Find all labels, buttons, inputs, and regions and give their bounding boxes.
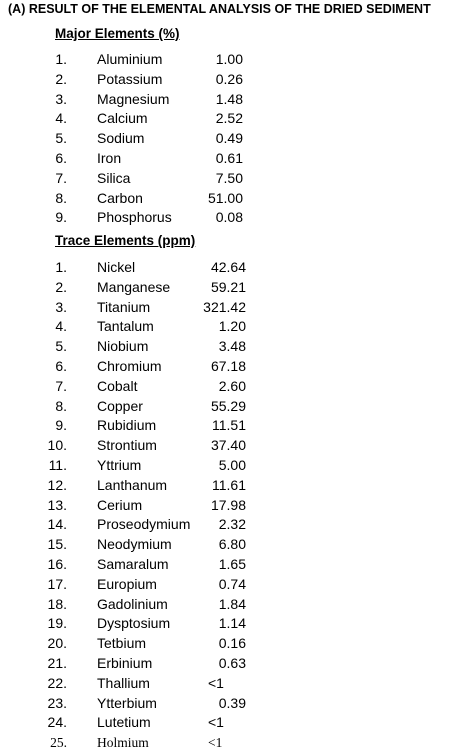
- major-elements-list: [0, 50, 462, 228]
- item-number: 3.: [55, 90, 67, 107]
- element-name: Niobium: [97, 338, 149, 355]
- major-elements-heading: Major Elements (%): [55, 26, 180, 41]
- item-number: 21.: [47, 654, 67, 671]
- list-item: [0, 90, 462, 110]
- item-number: 24.: [47, 714, 67, 731]
- list-item: [0, 575, 462, 595]
- item-number: 10.: [47, 437, 67, 454]
- element-name: Tantalum: [97, 318, 154, 335]
- list-item: [0, 109, 462, 129]
- element-value: 2.52: [215, 110, 243, 127]
- element-value: 1.48: [215, 90, 243, 107]
- list-item: [0, 357, 462, 377]
- element-name: Thallium: [97, 674, 150, 691]
- item-number: 8.: [55, 397, 67, 414]
- element-name: Cerium: [97, 496, 143, 513]
- element-name: Dysptosium: [97, 615, 171, 632]
- list-item: [0, 555, 462, 575]
- item-number: 5.: [55, 130, 67, 147]
- element-name: Tetbium: [97, 635, 147, 652]
- element-value: 37.40: [210, 437, 246, 454]
- element-value: 1.65: [218, 555, 246, 572]
- element-value: 51.00: [207, 189, 243, 206]
- element-value: 1.14: [218, 615, 246, 632]
- item-number: 9.: [55, 209, 67, 226]
- element-value: 0.16: [218, 635, 246, 652]
- item-number: 25.: [50, 735, 67, 751]
- element-name: Cobalt: [97, 377, 138, 394]
- element-name: Copper: [97, 397, 143, 414]
- list-item: [0, 317, 462, 337]
- element-name: Nickel: [97, 259, 136, 275]
- element-name: Manganese: [97, 278, 171, 295]
- element-name: Silica: [97, 169, 131, 186]
- item-number: 11.: [48, 456, 67, 473]
- item-number: 13.: [47, 496, 67, 513]
- element-name: Potassium: [97, 70, 163, 87]
- element-name: Titanium: [97, 298, 151, 315]
- item-number: 4.: [55, 318, 67, 335]
- item-number: 1.: [55, 259, 67, 275]
- element-name: Aluminium: [97, 51, 163, 67]
- element-name: Strontium: [97, 437, 157, 454]
- item-number: 17.: [47, 575, 67, 592]
- element-value: 0.39: [218, 694, 246, 711]
- item-number: 2.: [55, 278, 67, 295]
- element-value: 0.74: [218, 575, 246, 592]
- list-item: [0, 595, 462, 615]
- element-value: 1.00: [215, 51, 243, 67]
- element-name: Lutetium: [97, 714, 151, 731]
- element-value: 11.51: [212, 417, 246, 434]
- element-value: 6.80: [218, 536, 246, 553]
- list-item: [0, 476, 462, 496]
- element-value: 2.32: [218, 516, 246, 533]
- element-value: 17.98: [210, 496, 246, 513]
- list-item: [0, 634, 462, 654]
- element-name: Calcium: [97, 110, 148, 127]
- element-name: Gadolinium: [97, 595, 168, 612]
- element-value: 0.08: [215, 209, 243, 226]
- element-name: Holmium: [97, 735, 149, 751]
- element-name: Sodium: [97, 130, 145, 147]
- element-name: Ytterbium: [97, 694, 157, 711]
- item-number: 16.: [47, 555, 67, 572]
- list-item: [0, 129, 462, 149]
- element-value: <1: [208, 674, 224, 691]
- list-item: [0, 169, 462, 189]
- list-item: [0, 258, 462, 278]
- list-item: [0, 149, 462, 169]
- item-number: 3.: [55, 298, 67, 315]
- element-name: Proseodymium: [97, 516, 191, 533]
- element-value: 321.42: [203, 298, 246, 315]
- item-number: 6.: [55, 149, 67, 166]
- list-item: [0, 456, 462, 476]
- element-name: Neodymium: [97, 536, 172, 553]
- list-item: [0, 654, 462, 674]
- item-number: 4.: [55, 110, 67, 127]
- element-value: 0.49: [215, 130, 243, 147]
- element-name: Erbinium: [97, 654, 153, 671]
- element-value: 2.60: [218, 377, 246, 394]
- item-number: 8.: [55, 189, 67, 206]
- element-value: 0.26: [215, 70, 243, 87]
- element-value: 5.00: [218, 456, 246, 473]
- element-name: Rubidium: [97, 417, 157, 434]
- item-number: 15.: [47, 536, 67, 553]
- item-number: 2.: [55, 70, 67, 87]
- item-number: 5.: [55, 338, 67, 355]
- trace-elements-list: [0, 258, 462, 753]
- element-value: <1: [208, 714, 224, 731]
- item-number: 6.: [55, 357, 67, 374]
- list-item: [0, 397, 462, 417]
- list-item: [0, 535, 462, 555]
- list-item: [0, 377, 462, 397]
- element-name: Chromium: [97, 357, 162, 374]
- list-item: [0, 189, 462, 209]
- element-value: 55.29: [210, 397, 246, 414]
- list-item: [0, 496, 462, 516]
- trace-elements-heading: Trace Elements (ppm): [55, 233, 196, 248]
- list-item: [0, 416, 462, 436]
- list-item: [0, 50, 462, 70]
- list-item: [0, 515, 462, 535]
- element-name: Yttrium: [97, 456, 142, 473]
- element-name: Europium: [97, 575, 157, 592]
- element-value: 0.61: [215, 149, 243, 166]
- element-value: 3.48: [218, 338, 246, 355]
- element-name: Carbon: [97, 189, 143, 206]
- item-number: 12.: [47, 476, 67, 493]
- list-item: [0, 713, 462, 733]
- element-value: 7.50: [215, 169, 243, 186]
- item-number: 7.: [55, 377, 67, 394]
- item-number: 18.: [47, 595, 67, 612]
- element-name: Lanthanum: [97, 476, 168, 493]
- list-item: [0, 278, 462, 298]
- element-name: Phosphorus: [97, 209, 172, 226]
- list-item: [0, 674, 462, 694]
- element-value: 11.61: [212, 476, 246, 493]
- element-value: 42.64: [210, 259, 246, 275]
- list-item: [0, 694, 462, 714]
- element-value: 0.63: [218, 654, 246, 671]
- element-name: Samaralum: [97, 555, 169, 572]
- list-item: [0, 298, 462, 318]
- item-number: 22.: [47, 674, 67, 691]
- list-item: [0, 70, 462, 90]
- element-value: 1.84: [218, 595, 246, 612]
- item-number: 19.: [47, 615, 67, 632]
- element-value: 1.20: [218, 318, 246, 335]
- list-item: [0, 614, 462, 634]
- list-item: [0, 337, 462, 357]
- item-number: 14.: [47, 516, 67, 533]
- element-value: 59.21: [210, 278, 246, 295]
- item-number: 20.: [47, 635, 67, 652]
- element-value: <1: [208, 735, 223, 751]
- item-number: 7.: [55, 169, 67, 186]
- element-name: Magnesium: [97, 90, 170, 107]
- list-item: [0, 733, 462, 753]
- element-name: Iron: [97, 149, 122, 166]
- element-value: 67.18: [210, 357, 246, 374]
- list-item: [0, 436, 462, 456]
- item-number: 1.: [55, 51, 67, 67]
- document-title: (A) RESULT OF THE ELEMENTAL ANALYSIS OF THE DRIED SEDIMENT: [8, 2, 431, 16]
- item-number: 9.: [55, 417, 67, 434]
- list-item: [0, 208, 462, 228]
- item-number: 23.: [47, 694, 67, 711]
